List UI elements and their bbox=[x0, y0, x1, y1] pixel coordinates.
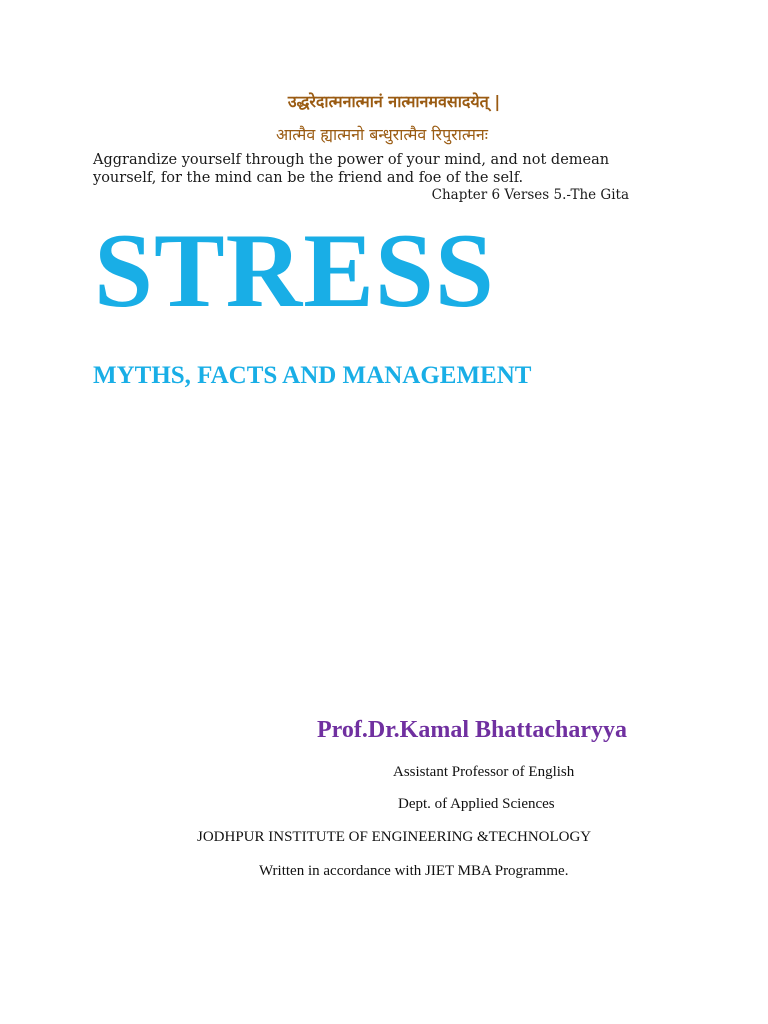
author-department: Dept. of Applied Sciences bbox=[398, 796, 555, 812]
author-name: Prof.Dr.Kamal Bhattacharyya bbox=[317, 717, 627, 743]
verse-translation: Aggrandize yourself through the power of your mind, and not demean yourself, for the mind can be the friend and foe of the self. bbox=[93, 152, 610, 186]
author-position: Assistant Professor of English bbox=[393, 764, 575, 780]
verse-source: Chapter 6 Verses 5.-The Gita bbox=[431, 187, 629, 203]
program-note: Written in accordance with JIET MBA Programme. bbox=[259, 863, 569, 879]
book-title: STRESS bbox=[94, 212, 495, 329]
author-institute: JODHPUR INSTITUTE OF ENGINEERING &TECHNOLOGY bbox=[197, 829, 592, 845]
book-subtitle: MYTHS, FACTS AND MANAGEMENT bbox=[93, 362, 532, 389]
sanskrit-verse-line-2: आत्मैव ह्यात्मनो बन्धुरात्मैव रिपुरात्मनः bbox=[275, 125, 489, 144]
sanskrit-verse-line-1: उद्धरेदात्मनात्मानं नात्मानमवसादयेत् | bbox=[287, 92, 501, 111]
